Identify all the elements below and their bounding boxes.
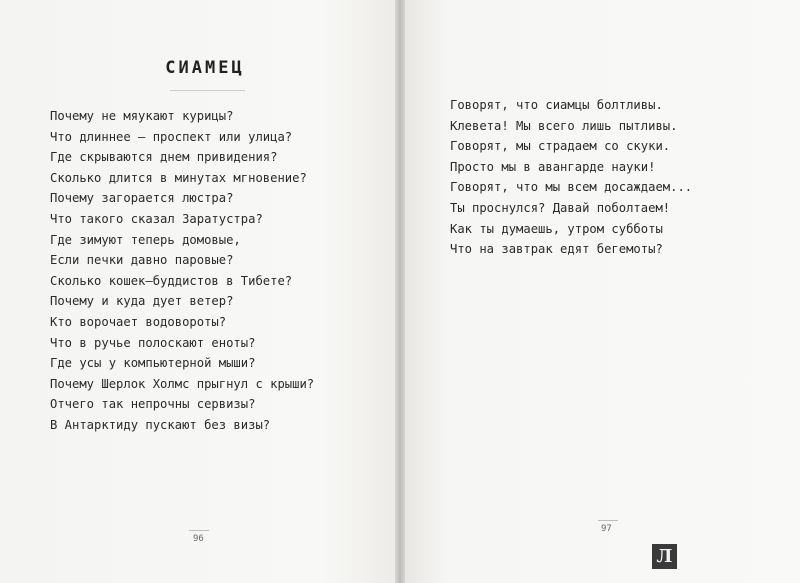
verse-line: Что длиннее — проспект или улица?: [50, 129, 293, 144]
page-number-rule: [189, 530, 209, 531]
verse-line: Что такого сказал Заратустра?: [50, 211, 263, 226]
verse-line: Говорят, мы страдаем со скуки.: [450, 139, 671, 154]
verse-line: Что на завтрак едят бегемоты?: [450, 242, 663, 257]
verse-line: Отчего так непрочны сервизы?: [50, 397, 256, 412]
verse-line: Что в ручье полоскают еноты?: [50, 335, 256, 350]
verse-line: Если печки давно паровые?: [50, 253, 234, 268]
verse-line: Ты проснулся? Давай поболтаем!: [450, 200, 671, 215]
verse-line: Почему Шерлок Холмс прыгнул с крыши?: [50, 376, 315, 391]
verse-line: Клевета! Мы всего лишь пытливы.: [450, 118, 678, 133]
page-number-left: 96: [193, 534, 204, 544]
verse-line: В Антарктиду пускают без визы?: [50, 417, 271, 432]
verse-line: Говорят, что сиамцы болтливы.: [450, 98, 663, 112]
right-verse: [450, 95, 692, 260]
verse-line: Почему и куда дует ветер?: [50, 294, 234, 309]
verse-line: Где скрываются днем привидения?: [50, 150, 278, 165]
verse-line: Как ты думаешь, утром субботы: [450, 221, 663, 236]
title-divider: [170, 90, 245, 91]
verse-line: Говорят, что мы всем досаждаем...: [450, 180, 693, 195]
page-number-right: 97: [601, 524, 612, 534]
verse-line: Кто ворочает водовороты?: [50, 314, 227, 329]
verse-line: Где усы у компьютерной мыши?: [50, 356, 256, 371]
verse-line: Сколько кошек–буддистов в Тибете?: [50, 273, 293, 288]
verse-line: Почему не мяукают курицы?: [50, 109, 234, 123]
verse-line: Просто мы в авангарде науки!: [450, 159, 656, 174]
page-number-rule: [598, 520, 618, 521]
verse-line: Где зимуют теперь домовые,: [50, 232, 241, 247]
publisher-logo: Л: [652, 544, 677, 569]
verse-line: Почему загорается люстра?: [50, 191, 234, 206]
poem-title: СИАМЕЦ: [165, 58, 245, 78]
verse-line: Сколько длится в минутах мгновение?: [50, 170, 307, 185]
book-spine: [395, 0, 405, 583]
right-page: [400, 0, 800, 583]
left-verse: [50, 106, 314, 436]
